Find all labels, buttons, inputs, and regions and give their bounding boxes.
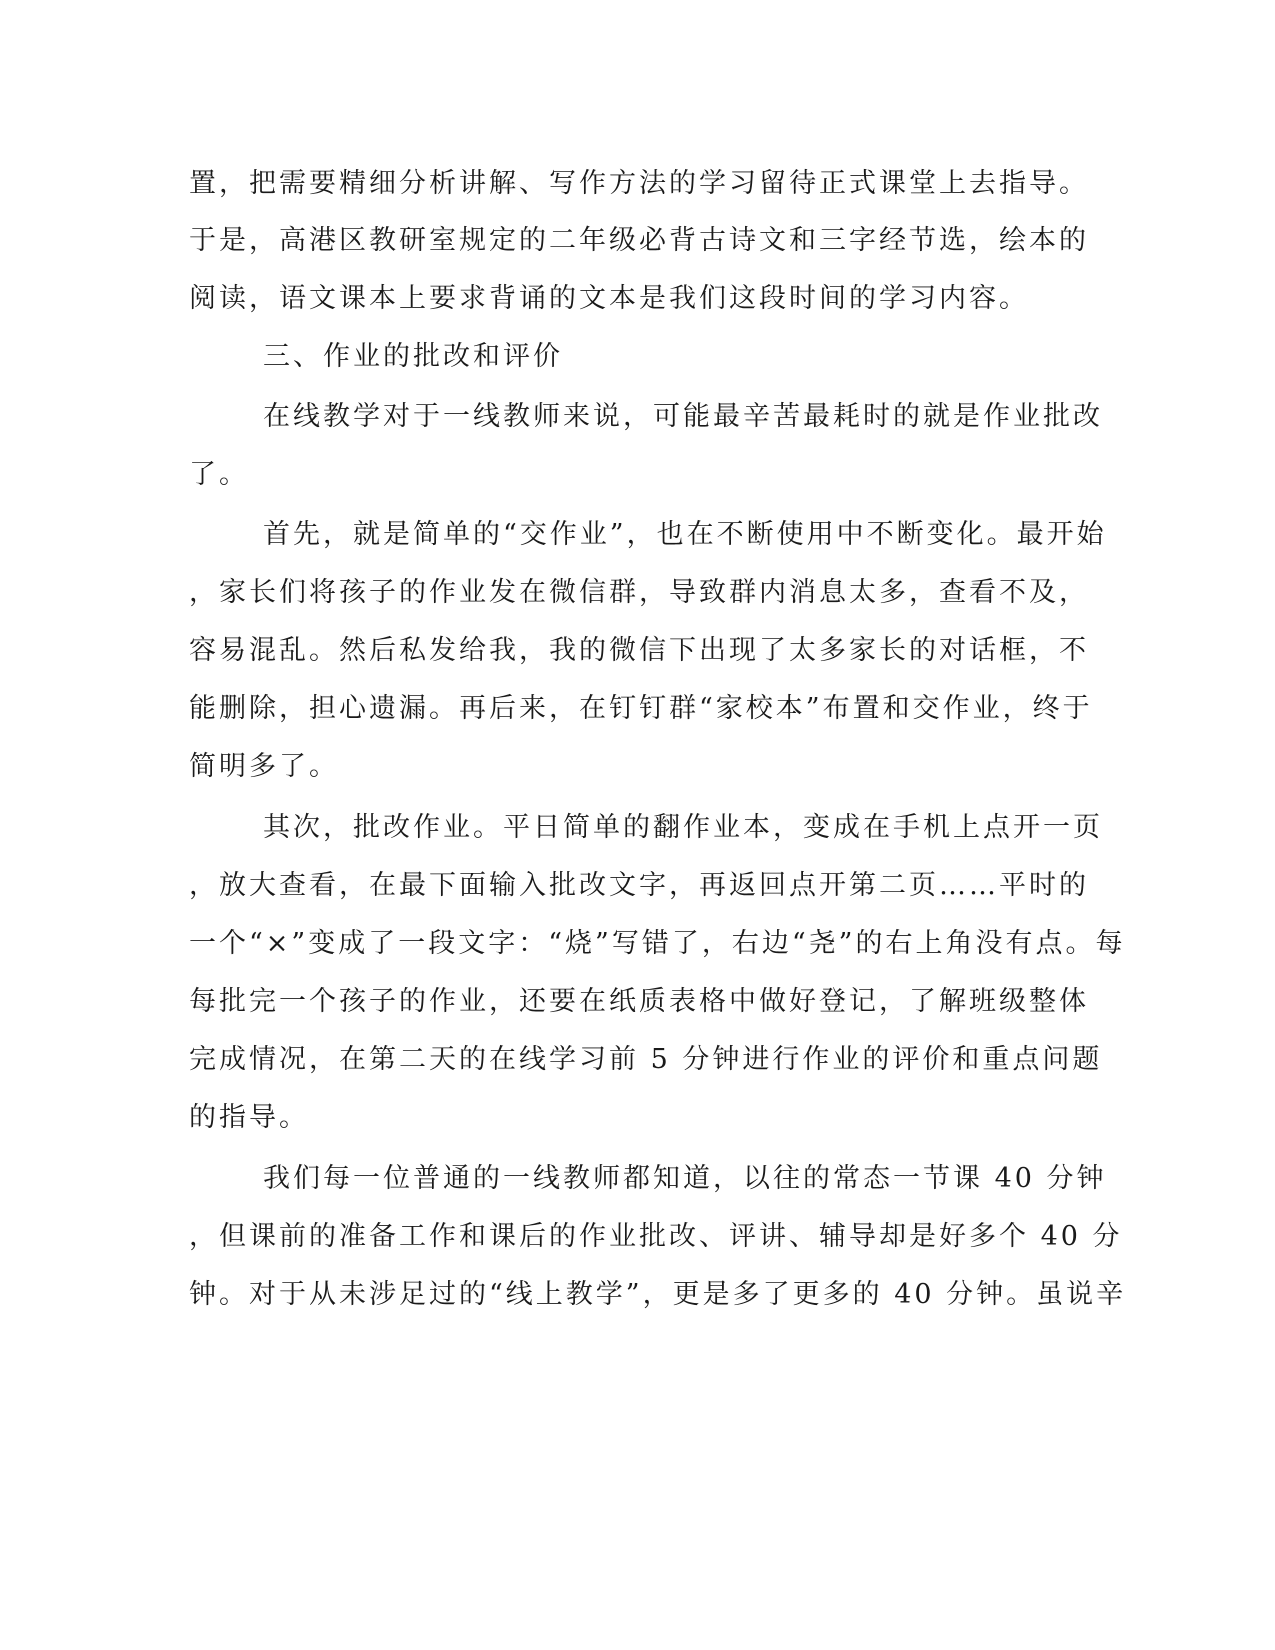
text-line: 一个“×”变成了一段文字：“烧”写错了，右边“尧”的右上角没有点。每: [189, 928, 1126, 959]
text-line: 阅读，语文课本上要求背诵的文本是我们这段时间的学习内容。: [189, 283, 1029, 314]
text-line: 于是，高港区教研室规定的二年级必背古诗文和三字经节选，绘本的: [189, 225, 1089, 256]
text-line: 简明多了。: [189, 751, 339, 782]
text-line: 其次，批改作业。平日简单的翻作业本，变成在手机上点开一页: [263, 812, 1103, 843]
text-line: ，家长们将孩子的作业发在微信群，导致群内消息太多，查看不及，: [189, 577, 1089, 608]
text-line: 在线教学对于一线教师来说，可能最辛苦最耗时的就是作业批改: [263, 401, 1103, 432]
text-line: 每批完一个孩子的作业，还要在纸质表格中做好登记，了解班级整体: [189, 986, 1089, 1017]
text-line: 的指导。: [189, 1102, 309, 1133]
text-line: 首先，就是简单的“交作业”，也在不断使用中不断变化。最开始: [263, 519, 1107, 550]
text-line: 了。: [189, 459, 249, 490]
text-line: 能删除，担心遗漏。再后来，在钉钉群“家校本”布置和交作业，终于: [189, 693, 1093, 724]
text-line: ，放大查看，在最下面输入批改文字，再返回点开第二页……平时的: [189, 870, 1089, 901]
text-line: 钟。对于从未涉足过的“线上教学”，更是多了更多的 40 分钟。虽说辛: [189, 1279, 1127, 1310]
text-line: ，但课前的准备工作和课后的作业批改、评讲、辅导却是好多个 40 分: [189, 1221, 1123, 1252]
text-line: 完成情况，在第二天的在线学习前 5 分钟进行作业的评价和重点问题: [189, 1044, 1103, 1075]
section-heading: 三、作业的批改和评价: [263, 341, 563, 372]
text-line: 置，把需要精细分析讲解、写作方法的学习留待正式课堂上去指导。: [189, 168, 1089, 199]
text-line: 我们每一位普通的一线教师都知道，以往的常态一节课 40 分钟: [263, 1163, 1107, 1194]
text-line: 容易混乱。然后私发给我，我的微信下出现了太多家长的对话框，不: [189, 635, 1089, 666]
